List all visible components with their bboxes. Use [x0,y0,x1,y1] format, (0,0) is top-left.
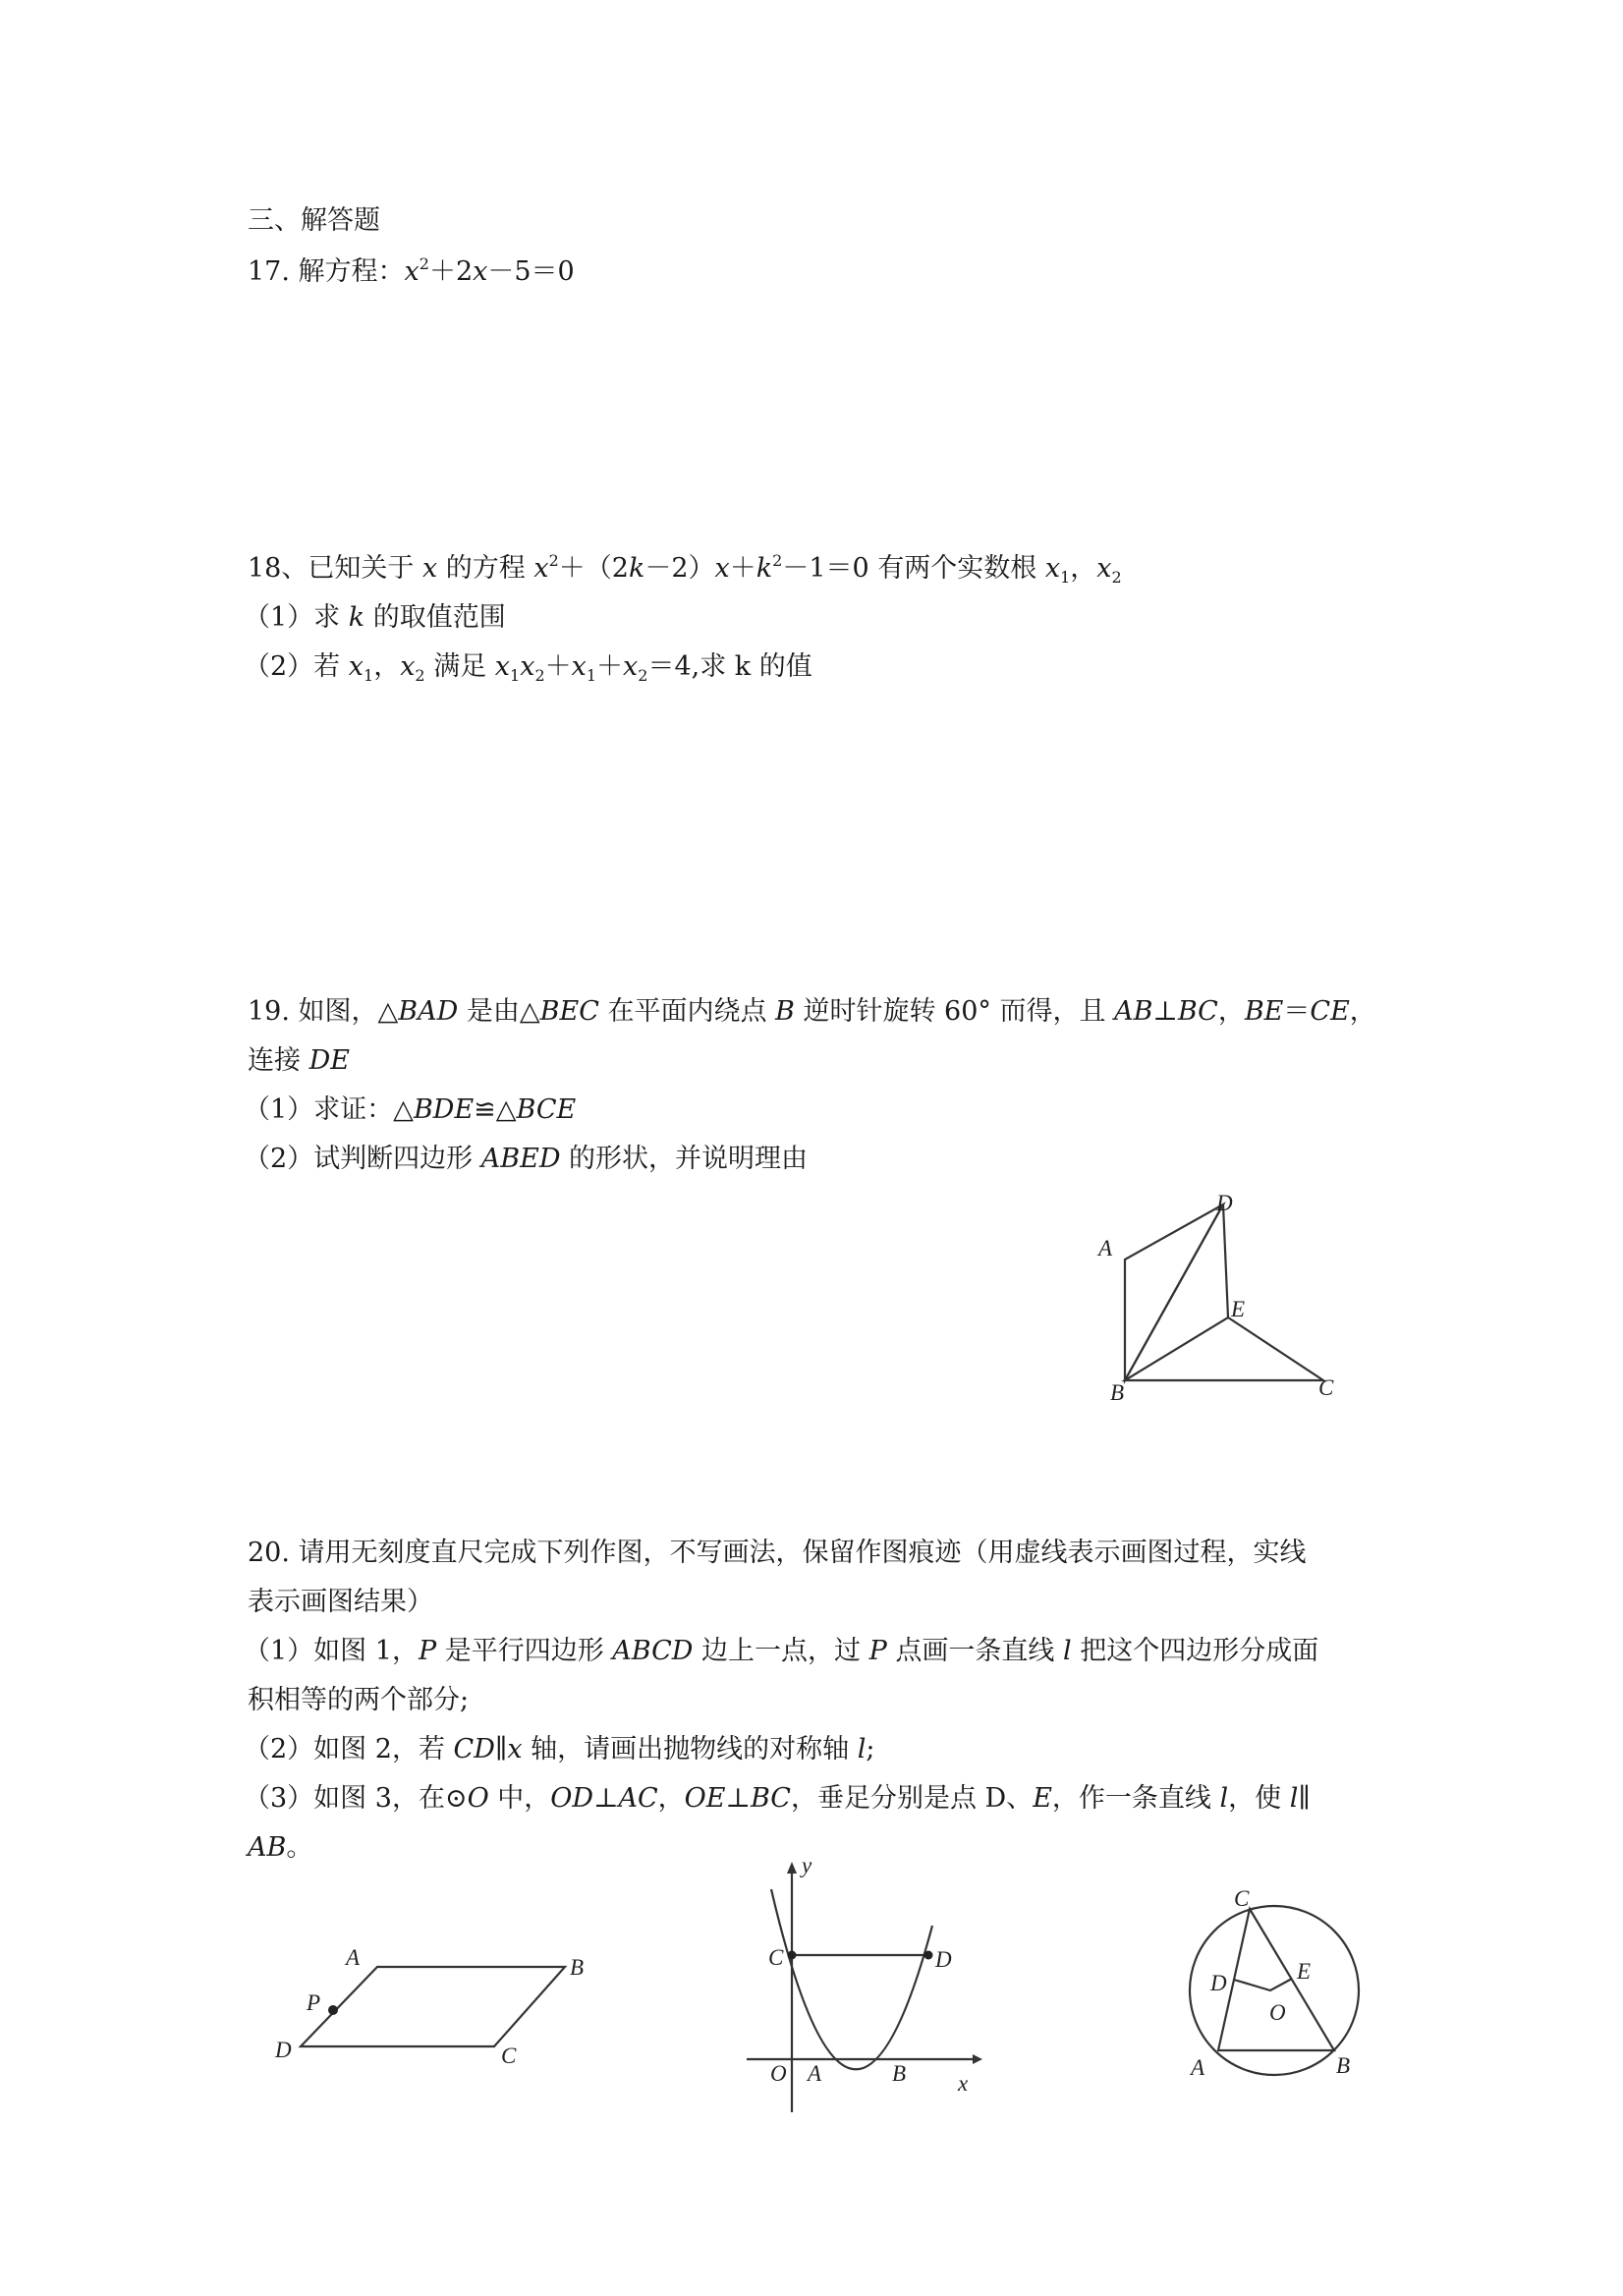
q19-label-a: A [1098,1236,1113,1260]
x-axis-arrow [973,2054,982,2064]
q19-triangle-bad [1125,1204,1223,1380]
q19-part2: （2）试判断四边形 ABED 的形状，并说明理由 [244,1144,809,1174]
fig3-label-d: D [1210,1971,1227,1995]
q19-label-c: C [1318,1375,1334,1400]
point-d [924,1951,933,1960]
q18-part1: （1）求 k 的取值范围 [244,602,506,633]
q19-label-d: D [1216,1191,1233,1215]
triangle-abc [1218,1909,1334,2050]
q20-part3-line2: AB。 [248,1832,313,1863]
fig3-label-o: O [1269,2000,1286,2025]
q19-stem-line2: 连接 DE [248,1045,350,1076]
q19-stem-line1: 19. 如图，△BAD 是由△BEC 在平面内绕点 B 逆时针旋转 60° 而得，且 AB⊥BC，BE＝CE， [248,996,1376,1027]
parallelogram-abcd [301,1967,565,2046]
q19-part1: （1）求证：△BDE≌△BCE [244,1094,577,1125]
fig2-label-c: C [768,1945,784,1970]
fig2-label-b: B [892,2061,907,2086]
fig3-label-b: B [1336,2053,1351,2078]
q19-label-e: E [1231,1297,1246,1321]
q19-label-b: B [1110,1380,1125,1405]
fig1-label-a: A [346,1945,361,1970]
q20-part2: （2）如图 2，若 CD∥x 轴，请画出抛物线的对称轴 l; [244,1734,875,1764]
fig3-label-a: A [1191,2055,1205,2080]
circle-o [1190,1906,1359,2075]
q20-stem-line1: 20. 请用无刻度直尺完成下列作图，不写画法，保留作图痕迹（用虚线表示画图过程，实线 [248,1538,1307,1568]
y-axis-arrow [787,1862,797,1874]
fig1-label-d: D [275,2038,292,2062]
fig1-label-p: P [307,1990,321,2015]
point-c [788,1951,797,1960]
q20-stem-line2: 表示画图结果） [248,1587,433,1617]
fig2-label-d: D [935,1947,952,1972]
segments-od-oe [1234,1979,1292,1990]
q20-part1-line1: （1）如图 1，P 是平行四边形 ABCD 边上一点，过 P 点画一条直线 l 把这个四边形分成面 [244,1636,1319,1666]
q19-segment-bd [1125,1204,1223,1380]
q19-triangle-bec [1125,1317,1323,1380]
q17-line: 17. 解方程：$x^2+2x-5=0$ [248,254,575,287]
q20-part1-line2: 积相等的两个部分; [248,1685,470,1715]
fig2-label-x: x [958,2071,969,2096]
q18-part2: （2）若 $x_1$，$x_2$ 满足 $x_1x_2+x_1+x_2=4$,求 k 的值 [244,651,812,685]
fig3-label-e: E [1297,1959,1312,1984]
q20-part3-line1: （3）如图 3，在⊙O 中，OD⊥AC，OE⊥BC，垂足分别是点 D、E，作一条直线 l，使 l∥ [244,1783,1311,1814]
q19-segment-de [1223,1204,1228,1317]
section-title: 三、解答题 [248,205,380,236]
q18-stem: 18、已知关于 x 的方程 $x^2+(2k-2)x+k^2-1=0$ 有两个实数根 $x_1$，$x_2$ [248,551,1122,587]
fig1-label-c: C [501,2044,517,2068]
fig3-label-c: C [1234,1886,1250,1911]
fig1-label-b: B [570,1955,585,1980]
fig2-label-y: y [802,1853,812,1877]
fig2-label-o: O [770,2061,787,2086]
q17-number: 17. 解方程： [248,256,405,287]
parabola-curve [771,1889,932,2069]
fig2-label-a: A [808,2061,822,2086]
point-p [328,2005,338,2015]
